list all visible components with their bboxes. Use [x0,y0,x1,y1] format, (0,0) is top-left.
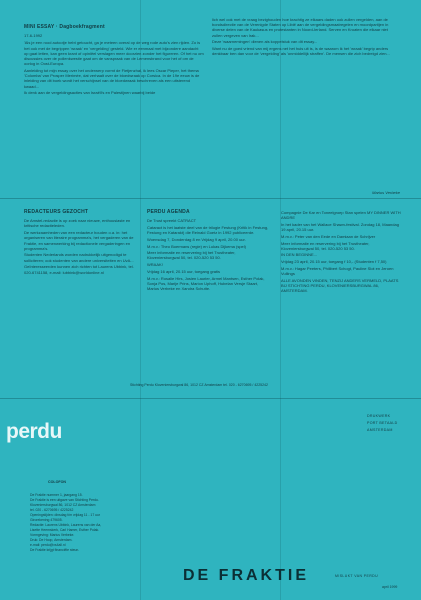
colofon-line: Vormgeving: Marius Verbeke. [30,533,75,537]
colofon-line: e-mail: perdu@xs4all.nl [30,543,66,547]
colofon-line: tel. 020 - 6270695 / 4225242 [30,508,74,512]
agenda-left-column [147,210,269,293]
colofon-line: De Fraktie krijgt financiële steun. [30,548,80,552]
agenda-item: M.m.v.: Hagar Peeters, Philibert Schogt, Pauline Slot en Jeroen Vullings [281,265,394,277]
agenda-item: De Trust spreekt CATRACT [147,218,197,224]
agenda-item: Compagnie De Kar en Toneelgroep Stan spelen MY DINNER WITH ANDRE [281,210,401,221]
agenda-item-title: WRAAK! [147,262,163,268]
colofon-line: Kloveniersburgwal 86, 1012 CZ Amsterdam [30,503,96,507]
redacteurs-paragraph: De werkzaamheden van een redacteur houden o.a. in: het organiseren van literaire programma's, het vergaderen van de Fraktie, en samenwerking bij redactionele vergaderingen en programma's. [24,230,134,251]
agenda-right-column [281,210,403,295]
address-line: Stichting Perdu Kloveniersburgwal 86, 1012 CZ Amsterdam tel. 020 - 6270695 / 4225242 [130,383,268,387]
agenda-item: Meer informatie en reservering bij het Trustheater, Kloveniersburgwal 50, tel. 020-520 53 50. [281,240,370,251]
agenda-item: M.m.v.: Theo Boermans (regie) en Lukas Dijkema (spel) [147,243,246,249]
colofon-line: Lisette Heemskerk, Carl Hamer, Esther Polak. [30,528,100,532]
agenda-item: M.m.v.: Peter van den Eede en Damiaan de Schrijver [281,233,376,239]
fraktie-masthead: DE FRAKTIE [183,567,309,584]
redacteurs-paragraph: De Amstel-redactie is op zoek naar nieuwe, enthousiaste en kritische redactieleden. [24,218,131,229]
agenda-item: Vrijdag 23 april, 20.15 uur, toegang f 10,- (Studenten f 7,50) [281,259,387,265]
colofon-heading: COLOFON [48,480,66,484]
colofon-line: De Fraktie nummer 1, jaargang 15. [30,493,83,497]
agenda-item: In het kader van het Wallace Shawn-festival. Zondag 18, Maandag 19 april, 20.15 uur. [281,221,399,233]
essay-date: 17-6-1992 [24,33,43,39]
redacteurs-section [24,210,140,276]
fold-line-lower [0,398,421,399]
agenda-item: Cataract is het laatste deel van de trilogie Festung (Kritik in Festung, Festung en Katarakt) die Reinald Goetz in 1992 publiceerde. [147,224,269,236]
fraktie-subtitle: MISLUKT VAN PERDU [335,574,379,578]
colofon-line: Openingstijden: dinsdag t/m vrijdag 11 - 17 uur [30,513,101,517]
colofon-line: De Fraktie is een uitgave van Stichting Perdu. [30,498,99,502]
redacteurs-heading: REDACTEURS GEZOCHT [24,209,89,215]
redacteurs-paragraph: Studenten Nederlands worden nadrukkelijk uitgenodigd te solliciteren; ook studenten van andere universiteiten en UvA... [24,252,134,263]
agenda-item: Vrijdag 16 april, 20.15 uur, toegang gratis [147,268,221,274]
postage-label-line: DRUKWERK [367,414,391,418]
colofon-line: Redactie: Laurens Ubbink, Laurens van der Aa, [30,523,102,527]
agenda-notice: ALLE AVONDEN VINDEN, TENZIJ ANDERS VERMELD, PLAATS BIJ STICHTING PERDU, KLOVENIERSBURGWAL 86, AMSTERDAM. [281,277,399,294]
agenda-item: Woensdag 7, Donderdag 8 en Vrijdag 9 april, 20.00 uur. [147,236,246,242]
essay-left-column [24,25,204,97]
fold-line-upper [0,198,421,199]
essay-paragraph: Want nu de goed vriend van mij ergens net het huis uit is, is de waarom ik het 'wraak' begrip anders denkbaar ben dan voor de 'vergelding' als 'onmiddellijk straffen'. De mensen die zich bedreigd zien... [212,46,390,57]
agenda-item-title: IN DEN BEGINNE... [281,252,318,258]
agenda-item: Meer informatie en reservering bij het Trustheater, Kloveniersburgwal 50, tel. 020-520 53 50. [147,250,236,261]
colofon-line: Girorekening 479605. [30,518,63,522]
agenda-heading: PERDU AGENDA [147,209,190,215]
essay-paragraph: Ik denk aan de vergeldingsacties van Israëli's en Palestijnen waarbij beide [24,90,156,96]
essay-paragraph: Deze 'waarnemingen' dienen als koppelstuk van dit essay... [212,39,318,45]
fold-line-right [280,0,281,600]
essay-right-column [212,17,398,58]
essay-paragraph: Aanleiding tot mijn essay over het onderwerp vormt de Fietjenzhal, ik lees Oscar Pieper, het thema 'Colomba' van Prosper Merimée, dat verhaalt over de bloedwraak op Corsica. In de 19e eeuw is de inleiding van dit boek wordt het verschijnsel van de bloedwraak beschreven als een uitsterend kwaad... [24,67,200,89]
essay-signature: Marius Verbeke [372,190,400,195]
postage-label-line: PORT BETAALD [367,421,398,425]
essay-heading: MINI ESSAY · Dagboekfragment [24,24,105,30]
colofon-line: Druk: De Hoop, Amsterdam. [30,538,73,542]
redacteurs-paragraph: Geïnteresseerden kunnen zich richten tot Laurens Ubbink, tel. 020-6741158, e-mail: lubbink@worldonline.nl [24,264,134,275]
perdu-logo: perdu [6,420,62,443]
postage-label-line: AMSTERDAM [367,428,393,432]
fraktie-date: april 1999 [382,585,398,589]
essay-paragraph: lich wel ook met de vraag bezighouden hoe krachtig ze elkaars daden ook zullen vergelden, aan de bondsdirectie van de Verenigde Staten op Libië aan de vergeldingsmaatregelen en moordpartijen in diverse delen van de Kaukasus en protestanten in Noord-Ierland. Serven en Kroaten die elkaar niet zullen vergeven van Irak... [212,17,389,38]
colofon-block [30,493,140,553]
agenda-item: M.m.v.: Rosalie Hirs, Josien Laurier, Armel Mantsen, Esther Polak, Sonja Pos, Marije Prins, Marion Uphoff, Hubelan Versje Staart, Marius Verbeke en Xandra Schutte. [147,275,265,291]
essay-paragraph: 'Als je een rood autootje hebt getoucht, ga je meteen overal op de weg rode auto's zien rijden. Zo is het ook met de begrippen 'wraak' en 'vergelding' gesteld. Wie er eenmaal met bijzondere aandacht op gaat letten, kan geen krant of opiniëel verslagen meer doorzien zonder het figureren. Of het nu om discussies over de pollenkwestie gaat om de vanspraak van de Lemensbrand voor het of om de oorlog in Oost-Europa. [24,40,204,67]
